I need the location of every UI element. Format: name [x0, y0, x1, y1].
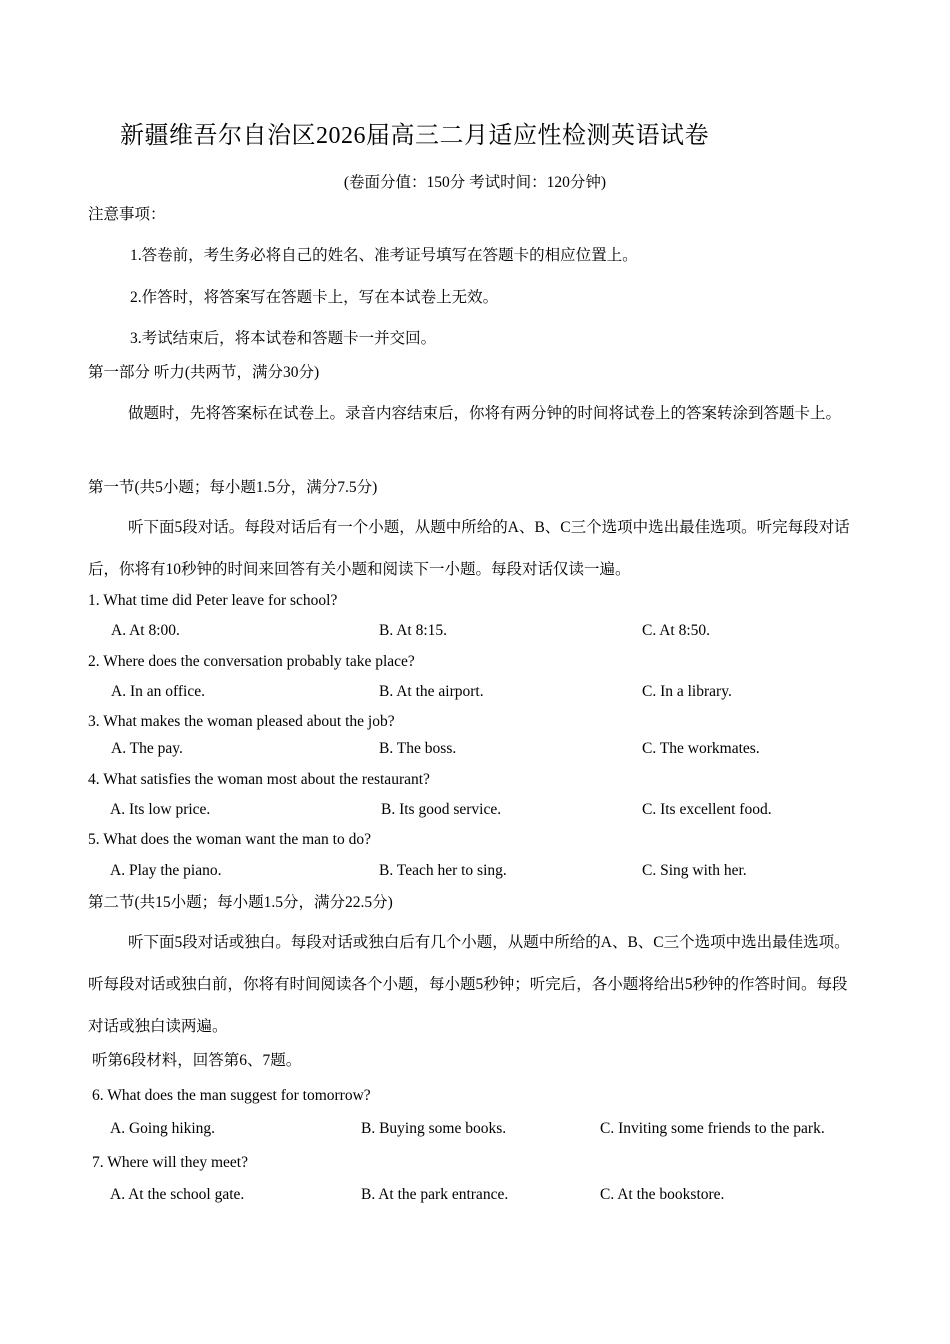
question-2: 2. Where does the conversation probably take place?	[88, 653, 415, 670]
option-2b: B. At the airport.	[379, 683, 484, 700]
option-4a: A. Its low price.	[110, 801, 211, 818]
question-5: 5. What does the woman want the man to do?	[88, 831, 371, 848]
option-1a: A. At 8:00.	[111, 622, 180, 639]
part1-instruction: 做题时，先将答案标在试卷上。录音内容结束后，你将有两分钟的时间将试卷上的答案转涂到答题卡上。	[128, 405, 842, 422]
option-5b: B. Teach her to sing.	[379, 862, 507, 879]
option-5c: C. Sing with her.	[642, 862, 747, 879]
question-1: 1. What time did Peter leave for school?	[88, 592, 338, 609]
section2-heading: 第二节(共15小题；每小题1.5分，满分22.5分)	[88, 894, 393, 911]
option-6c: C. Inviting some friends to the park.	[600, 1120, 825, 1137]
part1-heading: 第一部分 听力(共两节，满分30分)	[88, 364, 320, 381]
question-6: 6. What does the man suggest for tomorrow?	[92, 1087, 371, 1104]
option-5a: A. Play the piano.	[110, 862, 222, 879]
note-item-2: 2.作答时，将答案写在答题卡上，写在本试卷上无效。	[130, 289, 499, 306]
option-3c: C. The workmates.	[642, 740, 760, 757]
option-2a: A. In an office.	[111, 683, 205, 700]
material-6-note: 听第6段材料，回答第6、7题。	[92, 1052, 302, 1069]
notes-heading: 注意事项：	[88, 206, 166, 223]
option-7b: B. At the park entrance.	[361, 1186, 509, 1203]
exam-title: 新疆维吾尔自治区2026届高三二月适应性检测英语试卷	[120, 123, 709, 149]
option-1b: B. At 8:15.	[379, 622, 448, 639]
option-7c: C. At the bookstore.	[600, 1186, 725, 1203]
option-7a: A. At the school gate.	[110, 1186, 245, 1203]
option-4b: B. Its good service.	[381, 801, 502, 818]
option-3b: B. The boss.	[379, 740, 457, 757]
option-6a: A. Going hiking.	[110, 1120, 216, 1137]
option-6b: B. Buying some books.	[361, 1120, 507, 1137]
note-item-1: 1.答卷前，考生务必将自己的姓名、准考证号填写在答题卡的相应位置上。	[130, 247, 638, 264]
option-3a: A. The pay.	[111, 740, 183, 757]
option-1c: C. At 8:50.	[642, 622, 711, 639]
question-4: 4. What satisfies the woman most about the restaurant?	[88, 771, 430, 788]
section1-heading: 第一节(共5小题；每小题1.5分，满分7.5分)	[88, 479, 378, 496]
option-2c: C. In a library.	[642, 683, 732, 700]
exam-subtitle: (卷面分值：150分 考试时间：120分钟)	[343, 174, 607, 191]
option-4c: C. Its excellent food.	[642, 801, 772, 818]
question-3: 3. What makes the woman pleased about the job?	[88, 713, 395, 730]
note-item-3: 3.考试结束后，将本试卷和答题卡一并交回。	[130, 330, 437, 347]
question-7: 7. Where will they meet?	[92, 1154, 248, 1171]
section2-instruction: 听下面5段对话或独白。每段对话或独白后有几个小题，从题中所给的A、B、C三个选项中选出最佳选项。听每段对话或独白前，你将有时间阅读各个小题，每小题5秒钟；听完后，各小题将给出5秒钟的作答时间。每段对话或独白读两遍。	[88, 934, 850, 1035]
section1-instruction: 听下面5段对话。每段对话后有一个小题，从题中所给的A、B、C三个选项中选出最佳选项。听完每段对话后，你将有10秒钟的时间来回答有关小题和阅读下一小题。每段对话仅读一遍。	[88, 519, 850, 578]
